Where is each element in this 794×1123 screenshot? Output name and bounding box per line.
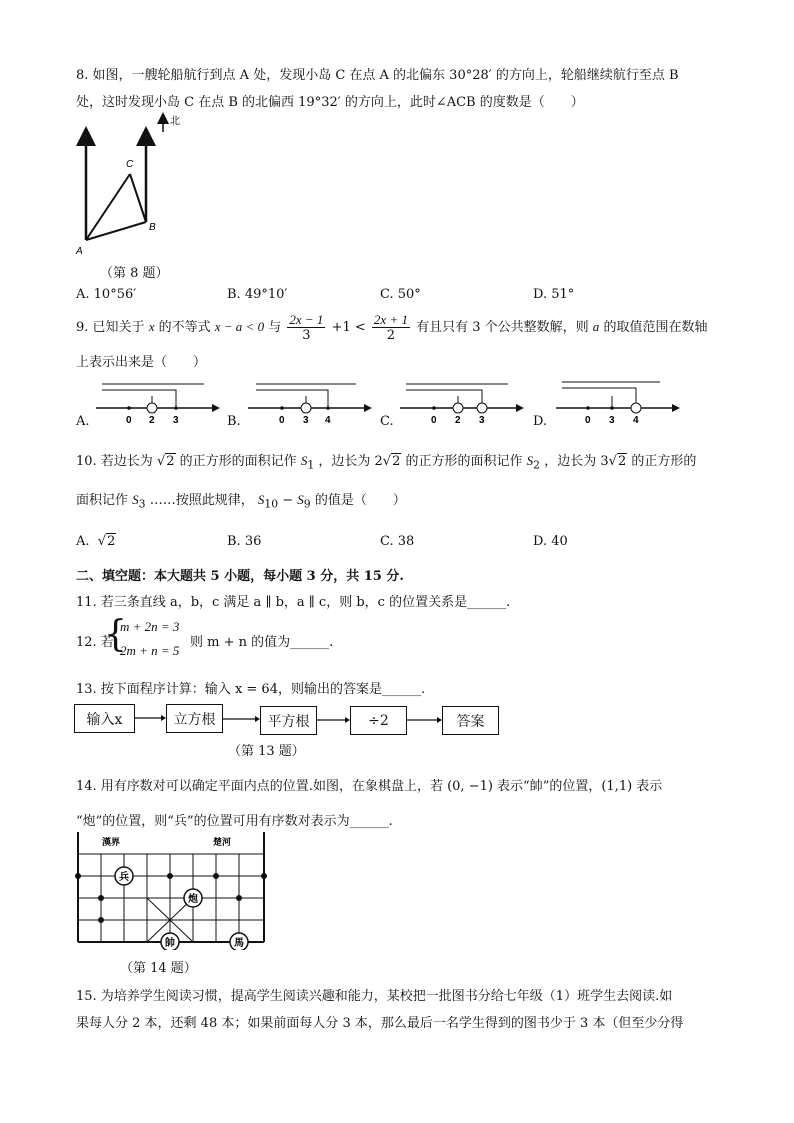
flow-box-input: 输入x: [74, 704, 135, 733]
q10-option-a: A. √2: [76, 534, 116, 549]
q14-line1: 14. 用有序数对可以确定平面内点的位置.如图，在象棋盘上，若 (0, −1) 表示“帥”的位置，(1,1) 表示: [76, 779, 663, 794]
q9-plus: +1 <: [331, 320, 366, 335]
q12-prefix: 12. 若: [76, 635, 114, 650]
chessboard-figure: [72, 832, 272, 950]
q15-line1: 15. 为培养学生阅读习惯，提高学生阅读兴趣和能力，某校把一批图书分给七年级（1）班学生去阅读.如: [76, 989, 673, 1004]
q13-text: 13. 按下面程序计算：输入 x = 64，则输出的答案是______.: [76, 682, 426, 697]
q9-option-a-letter: A.: [76, 414, 90, 429]
svg-text:兵: 兵: [119, 872, 129, 883]
q8-line1: 8. 如图，一艘轮船航行到点 A 处，发现小岛 C 在点 A 的北偏东 30°28′ 的方向上，轮船继续航行至点 B: [76, 68, 679, 83]
tick-label: 4: [633, 415, 639, 426]
q9-number-line-d: [552, 376, 682, 428]
q9-var-x: x: [148, 319, 155, 334]
piece-horse: [230, 933, 248, 950]
q8-option-b: B. 49°10′: [227, 287, 288, 302]
q12-suffix: 则 m + n 的值为______.: [190, 635, 334, 650]
q9-line1: [76, 312, 707, 343]
flow-box-answer: 答案: [442, 706, 499, 735]
north-label: 北: [170, 116, 180, 127]
q9-option-d-letter: D.: [533, 414, 548, 429]
q8-figure: [70, 112, 200, 262]
piece-soldier: [115, 867, 133, 885]
tick-label: 0: [279, 415, 285, 426]
svg-text:帥: 帥: [165, 938, 175, 949]
q10-line2: 面积记作 $S_3$ ……按照此规律， $S_{10} - S_9$ 的值是（ ）: [76, 492, 406, 511]
q12-equation-1: m + 2n = 3: [120, 619, 180, 634]
segment-ac: [86, 174, 130, 240]
tick-label: 2: [149, 415, 155, 426]
q8-option-d: D. 51°: [533, 287, 575, 302]
tick-label: 0: [431, 415, 437, 426]
segment-cb: [130, 174, 146, 222]
flow-box-divide: ÷2: [350, 706, 407, 735]
q8-option-a: A. 10°56′: [76, 287, 137, 302]
q9-var-a: a: [592, 319, 600, 334]
q9-number-line-a: [92, 378, 222, 428]
q9-number-line-b: [244, 378, 374, 428]
svg-text:馬: 馬: [234, 938, 244, 949]
flow-box-square-root: 平方根: [260, 706, 317, 735]
q13-caption: （第 13 题）: [228, 744, 305, 759]
piece-general: [161, 933, 179, 950]
point-c-label: C: [126, 159, 134, 170]
q10-option-b: B. 36: [227, 534, 262, 549]
q8-caption: （第 8 题）: [100, 266, 169, 281]
tick-label: 3: [609, 415, 615, 426]
q9-number-line-c: [396, 378, 526, 428]
piece-cannon: [184, 889, 202, 907]
q11-text: 11. 若三条直线 a，b，c 满足 a ∥ b，a ∥ c，则 b，c 的位置关系是______.: [76, 595, 511, 610]
q10-option-d: D. 40: [533, 534, 568, 549]
point-b-label: B: [149, 222, 156, 233]
section-2-heading: 二、填空题：本大题共 5 小题，每小题 3 分，共 15 分.: [76, 569, 404, 584]
q8-line2: 处，这时发现小岛 C 在点 B 的北偏西 19°32′ 的方向上，此时∠ACB 的度数是（ ）: [76, 95, 584, 110]
tick-label: 0: [585, 415, 591, 426]
q9-fraction-2: $\frac{2x + 1}{2}$: [373, 312, 408, 343]
q15-line2: 果每人分 2 本，还剩 48 本；如果前面每人分 3 本，那么最后一名学生得到的图书少于 3 本（但至少分得: [76, 1016, 684, 1031]
q9-option-b-letter: B.: [227, 414, 241, 429]
river-right-label: 楚河: [213, 837, 232, 847]
tick-label: 3: [303, 415, 309, 426]
q10-line1: 10. 若边长为 √2 的正方形的面积记作 $S_1$ ，边长为 2√2 的正方形的面积记作 $S_2$ ，边长为 3√2 的正方形的: [76, 453, 697, 472]
point-a-label: A: [76, 246, 83, 257]
tick-label: 4: [325, 415, 331, 426]
q9-suffix-a: 有且只有 3 个公共整数解，则: [416, 320, 589, 335]
q8-option-c: C. 50°: [380, 287, 421, 302]
tick-label: 2: [455, 415, 461, 426]
q9-prefix: 9. 已知关于: [76, 320, 145, 335]
q12-brace: {: [104, 614, 127, 655]
q9-inequality-1: x − a < 0: [214, 319, 265, 334]
tick-label: 0: [126, 415, 132, 426]
tick-label: 3: [479, 415, 485, 426]
q14-caption: （第 14 题）: [120, 961, 197, 976]
q10-option-c: C. 38: [380, 534, 415, 549]
q9-and: 与: [268, 320, 282, 335]
q9-line2: 上表示出来是（ ）: [76, 355, 207, 370]
svg-text:炮: 炮: [188, 894, 198, 905]
q9-fraction-1: $\frac{2x - 1}{3}$: [289, 312, 324, 343]
flow-box-cube-root: 立方根: [166, 704, 223, 733]
tick-label: 3: [173, 415, 179, 426]
q9-mid: 的不等式: [158, 320, 211, 335]
river-left-label: 漢界: [102, 837, 121, 847]
sqrt-2: √2: [382, 454, 401, 469]
q9-option-c-letter: C.: [380, 414, 394, 429]
flow-arrows: [133, 708, 443, 728]
sqrt-2: √2: [156, 454, 175, 469]
q9-suffix-b: 的取值范围在数轴: [603, 320, 708, 335]
q12-equation-2: 2m + n = 5: [120, 643, 180, 658]
q14-line2: “炮”的位置，则“兵”的位置可用有序数对表示为______.: [76, 814, 393, 829]
sqrt-2: √2: [608, 454, 627, 469]
